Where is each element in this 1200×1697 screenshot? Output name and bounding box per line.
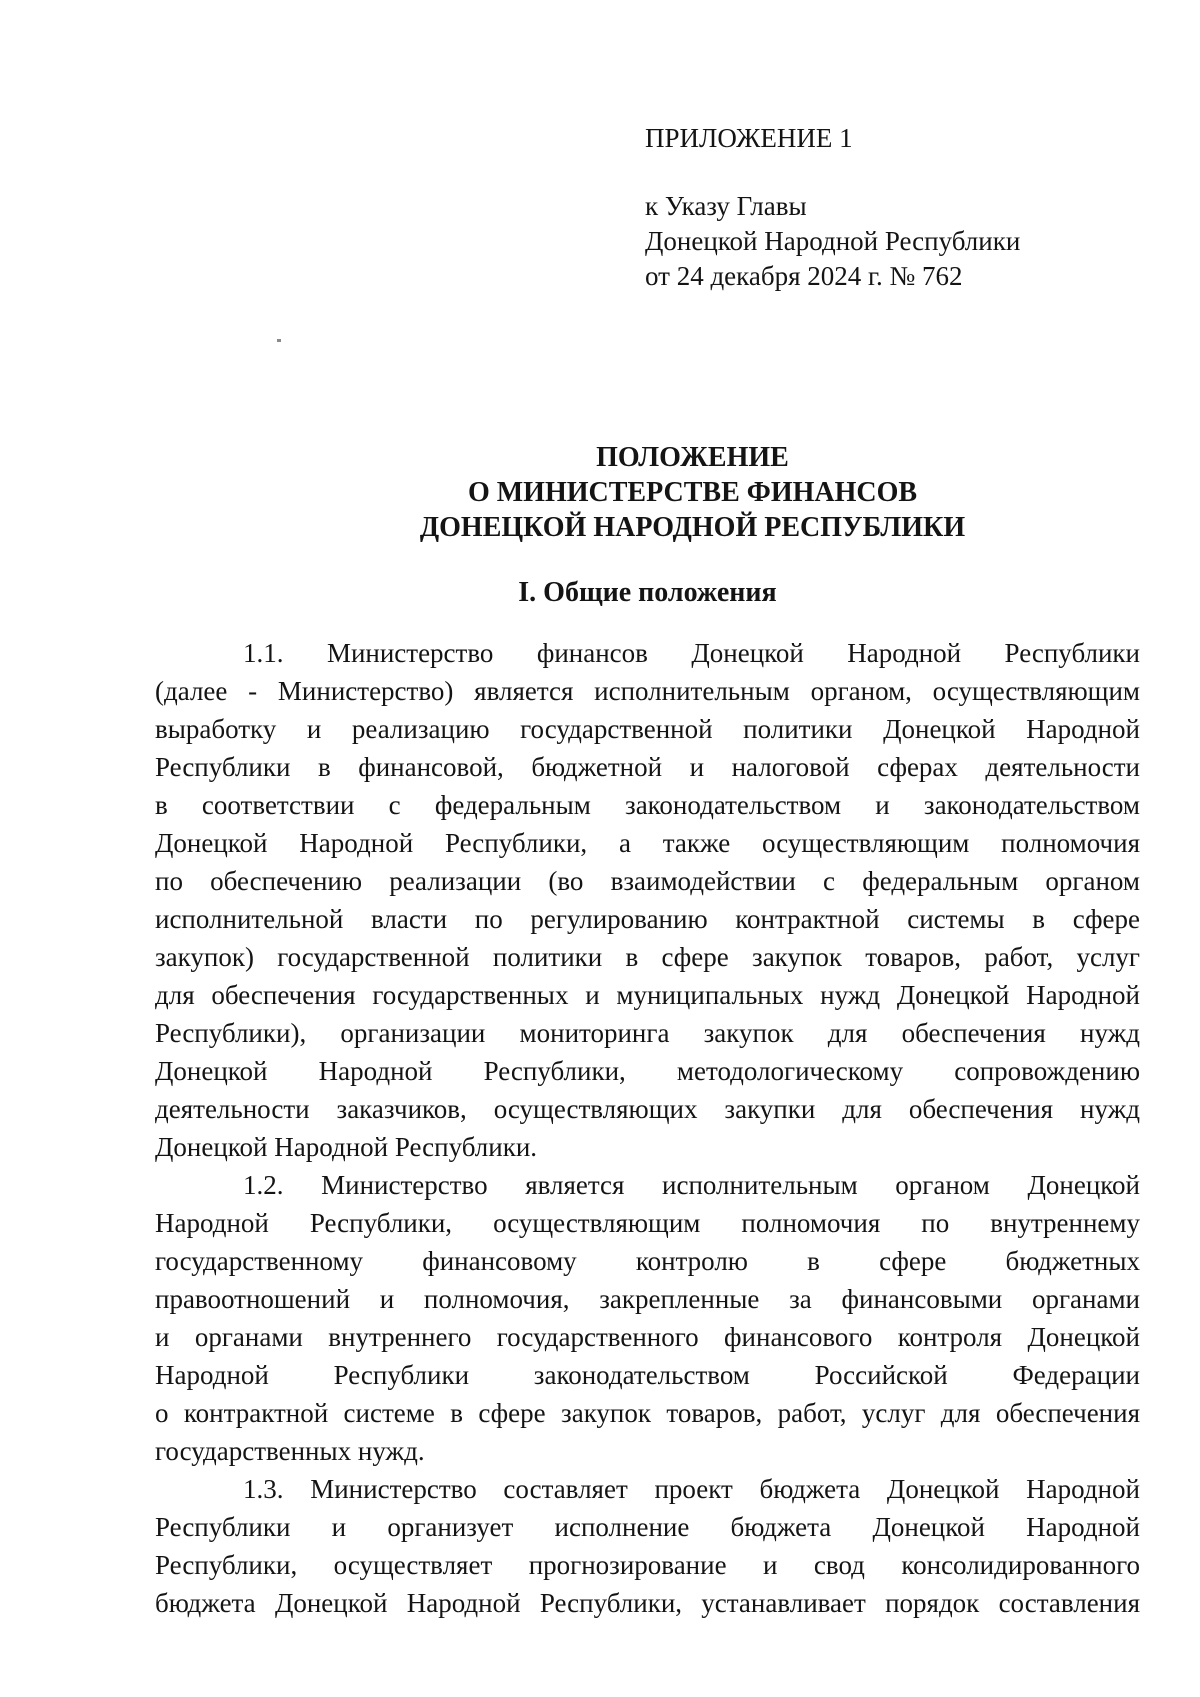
text-line: Народной Республики законодательством Российской Федерации xyxy=(155,1360,1140,1390)
section-heading: I. Общие положения xyxy=(518,577,777,608)
text-line: Республики, осуществляет прогнозирование и свод консолидированного xyxy=(155,1550,1140,1580)
text-line: по обеспечению реализации (во взаимодействии с федеральным органом xyxy=(155,866,1140,896)
appendix-reference xyxy=(645,189,1020,294)
text-line: Республики), организации мониторинга закупок для обеспечения нужд xyxy=(155,1018,1140,1048)
text-line: государственных нужд. xyxy=(155,1436,425,1466)
text-line: исполнительной власти по регулированию контрактной системы в сфере xyxy=(155,904,1140,934)
text-line: О МИНИСТЕРСТВЕ ФИНАНСОВ xyxy=(467,477,918,508)
text-line: и органами внутреннего государственного финансового контроля Донецкой xyxy=(155,1322,1140,1352)
text-line: 1.2. Министерство является исполнительным органом Донецкой xyxy=(243,1170,1140,1200)
text-line: Республики в финансовой, бюджетной и налоговой сферах деятельности xyxy=(155,752,1140,782)
text-line: деятельности заказчиков, осуществляющих закупки для обеспечения нужд xyxy=(155,1094,1140,1124)
appendix-header xyxy=(645,121,1020,294)
text-line: для обеспечения государственных и муниципальных нужд Донецкой Народной xyxy=(155,980,1140,1010)
text-line: Донецкой Народной Республики, а также осуществляющим полномочия xyxy=(155,828,1140,858)
text-line: 1.3. Министерство составляет проект бюджета Донецкой Народной xyxy=(243,1474,1140,1504)
text-line: Донецкой Народной Республики xyxy=(645,226,1021,256)
paragraph-1-2 xyxy=(155,1166,1140,1470)
document-body xyxy=(155,634,1140,1622)
scan-artifact-dot xyxy=(277,339,281,342)
text-line: бюджета Донецкой Народной Республики, устанавливает порядок составления xyxy=(155,1588,1140,1618)
appendix-label: ПРИЛОЖЕНИЕ 1 xyxy=(645,123,853,153)
text-line: от 24 декабря 2024 г. № 762 xyxy=(645,261,963,291)
text-line: Республики и организует исполнение бюджета Донецкой Народной xyxy=(155,1512,1140,1542)
text-line: в соответствии с федеральным законодательством и законодательством xyxy=(155,790,1140,820)
paragraph-1-1 xyxy=(155,634,1140,1166)
document-title xyxy=(200,440,1185,545)
text-line: закупок) государственной политики в сфере закупок товаров, работ, услуг xyxy=(155,942,1140,972)
text-line: правоотношений и полномочия, закрепленные за финансовыми органами xyxy=(155,1284,1140,1314)
paragraph-1-3 xyxy=(155,1470,1140,1622)
text-line: Донецкой Народной Республики, методологическому сопровождению xyxy=(155,1056,1140,1086)
text-line: Донецкой Народной Республики. xyxy=(155,1132,538,1162)
text-line: выработку и реализацию государственной политики Донецкой Народной xyxy=(155,714,1140,744)
text-line: 1.1. Министерство финансов Донецкой Народной Республики xyxy=(243,638,1140,668)
text-line: о контрактной системе в сфере закупок товаров, работ, услуг для обеспечения xyxy=(155,1398,1140,1428)
text-line: государственному финансовому контролю в сфере бюджетных xyxy=(155,1246,1140,1276)
text-line: Народной Республики, осуществляющим полномочия по внутреннему xyxy=(155,1208,1140,1238)
text-line: к Указу Главы xyxy=(645,191,807,221)
text-line: ДОНЕЦКОЙ НАРОДНОЙ РЕСПУБЛИКИ xyxy=(419,512,966,543)
text-line: ПОЛОЖЕНИЕ xyxy=(596,442,789,473)
text-line: (далее - Министерство) является исполнительным органом, осуществляющим xyxy=(155,676,1140,706)
